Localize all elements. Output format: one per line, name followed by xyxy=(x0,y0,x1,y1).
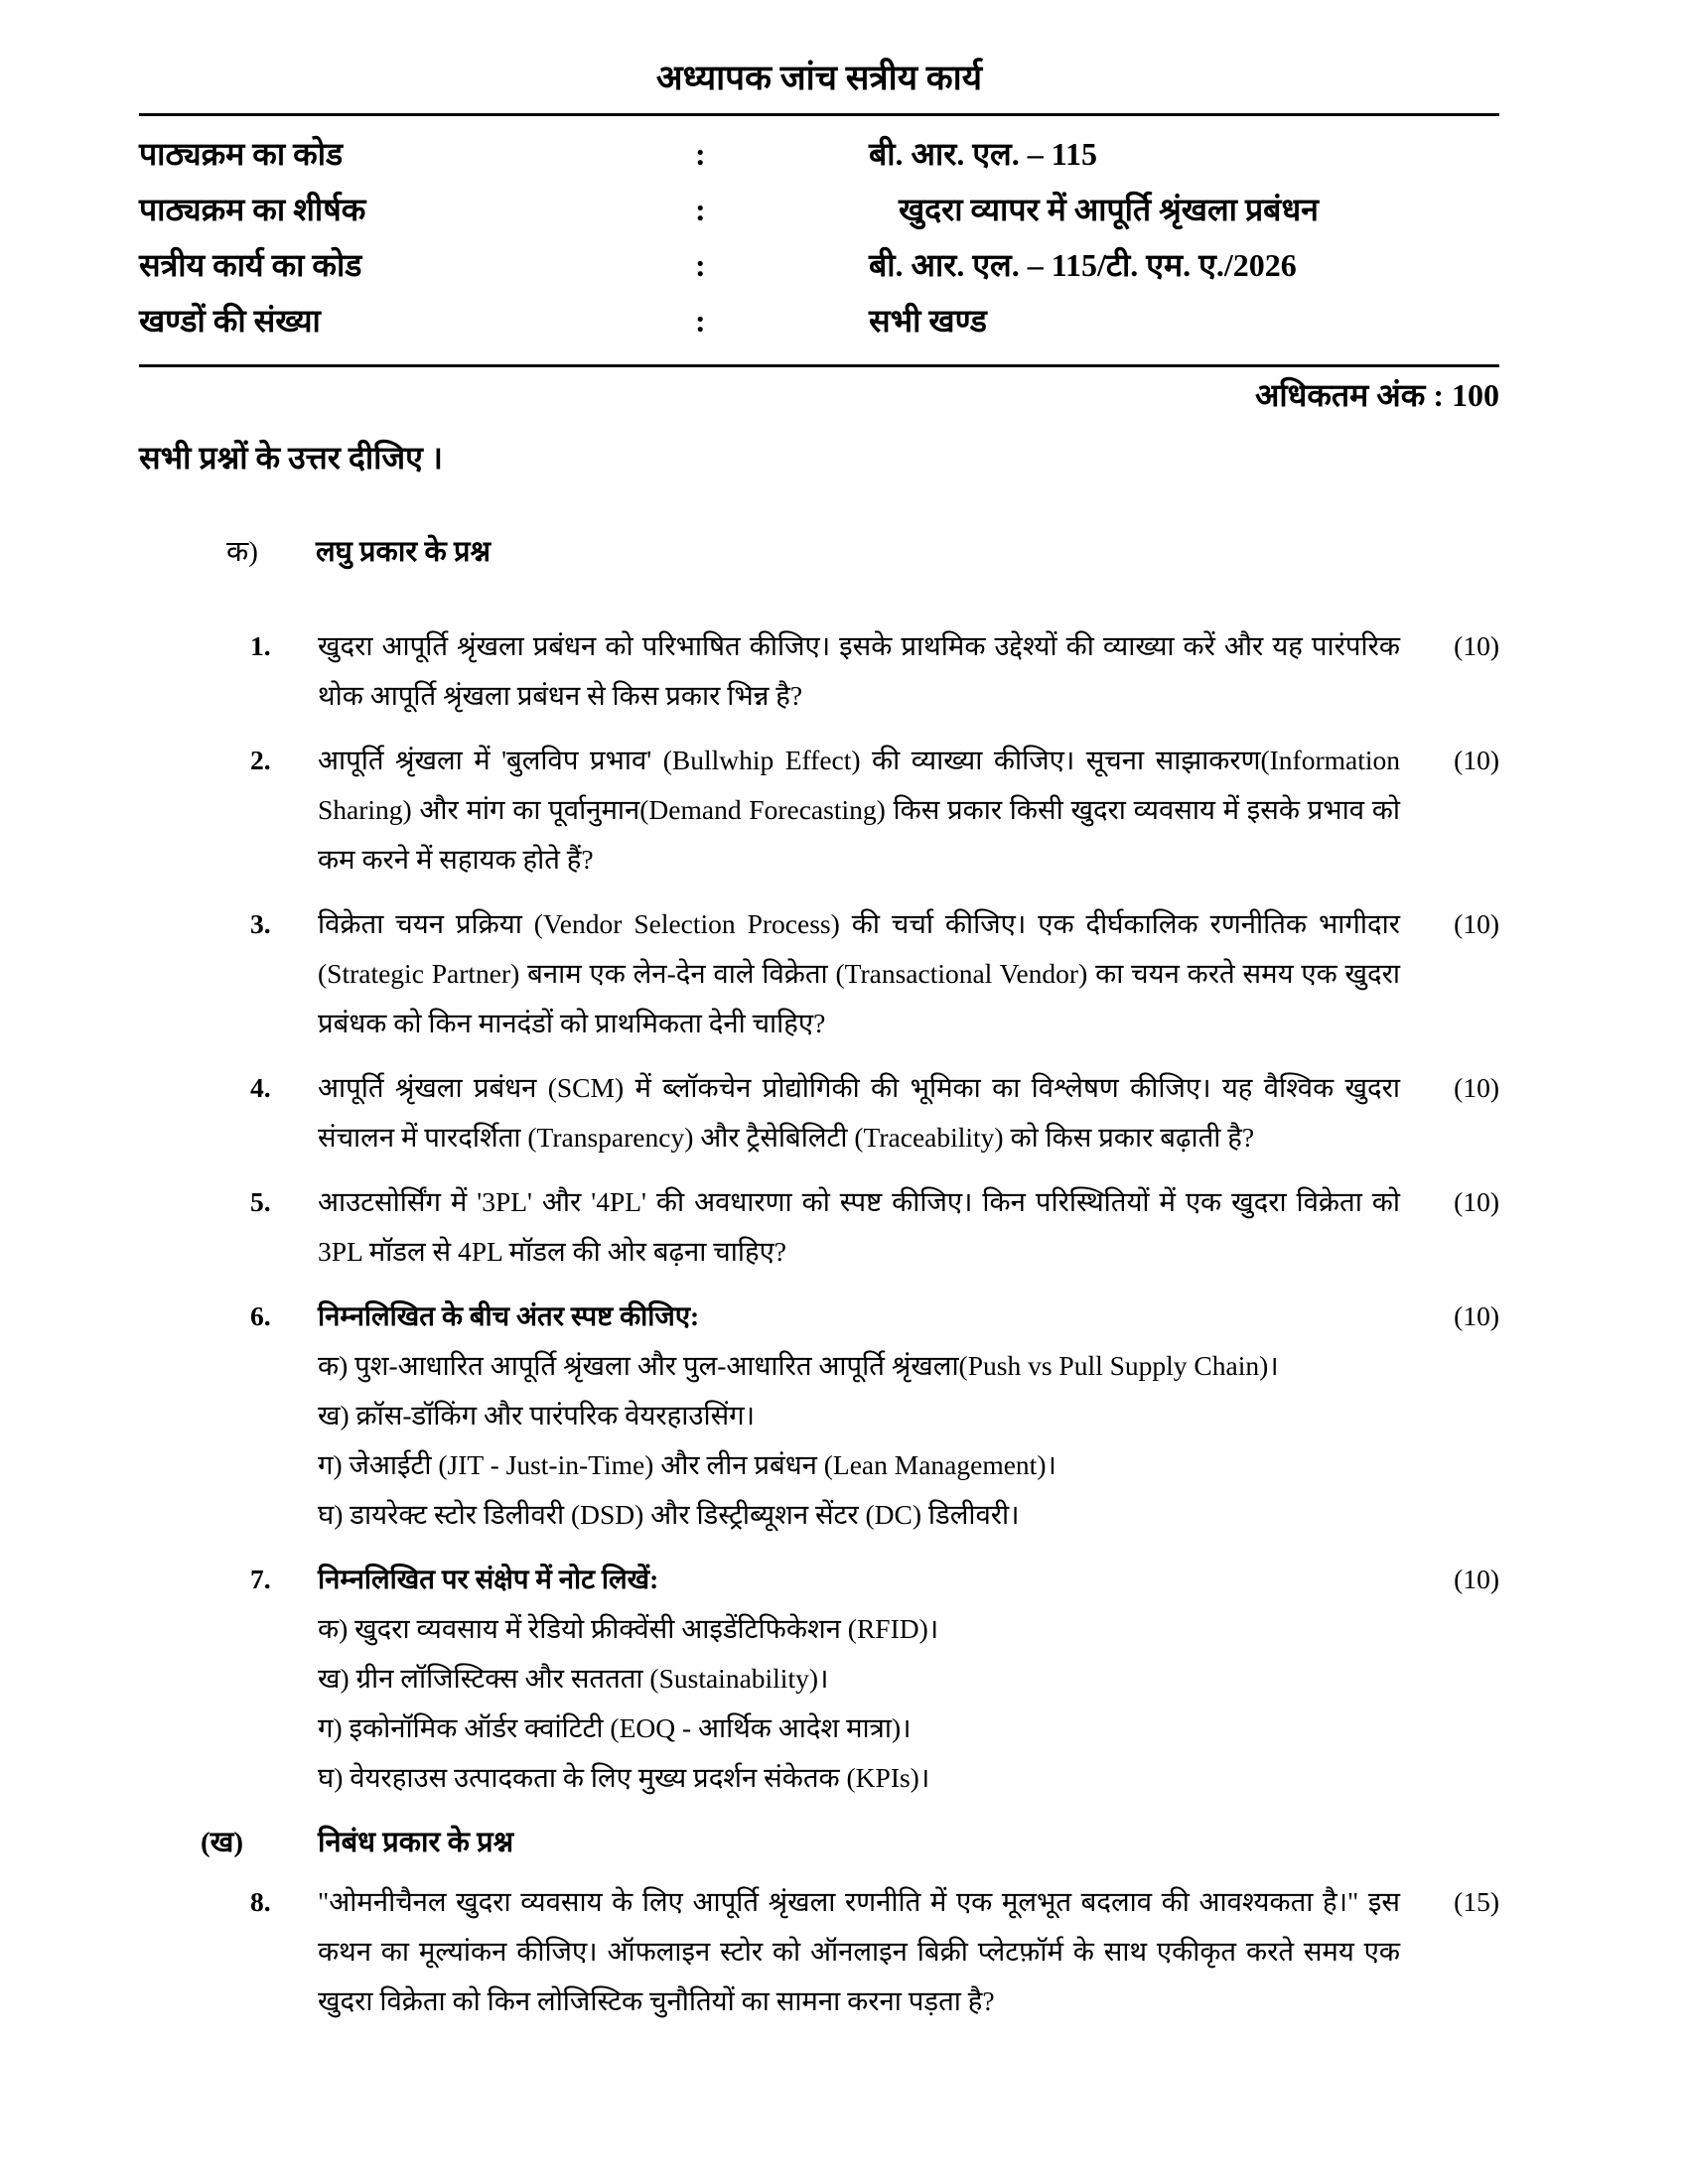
header-label: खण्डों की संख्या xyxy=(139,302,321,339)
question-number: 3. xyxy=(250,907,271,939)
question-number: 2. xyxy=(250,744,271,775)
question-marks: (10) xyxy=(1454,629,1499,661)
question-text: विक्रेता चयन प्रक्रिया (Vendor Selection Process) की चर्चा कीजिए। एक दीर्घकालिक रणनीतिक भागीदार (Strategic Partner) बनाम एक लेन-देन वाले विक्रेता (Transactional Vendor) का चयन करते समय एक खुदरा प्रबंधक को किन मानदंडों को प्राथमिकता देनी चाहिए? xyxy=(318,907,1400,1038)
question-text: आपूर्ति श्रृंखला में 'बुलविप प्रभाव' (Bullwhip Effect) की व्याख्या कीजिए। सूचना साझाकरण(Information Sharing) और मांग का पूर्वानुमान(Demand Forecasting) किस प्रकार किसी खुदरा व्यवसाय में इसके प्रभाव को कम करने में सहायक होते हैं? xyxy=(318,744,1400,875)
question-number: 5. xyxy=(250,1185,271,1217)
header-row-course-code xyxy=(139,126,1499,182)
question-text: "ओमनीचैनल खुदरा व्यवसाय के लिए आपूर्ति श्रृंखला रणनीति में एक मूलभूत बदलाव की आवश्यकता है।" इस कथन का मूल्यांकन कीजिए। ऑफलाइन स्टोर को ऑनलाइन बिक्री प्लेटफ़ॉर्म के साथ एकीकृत करते समय एक खुदरा विक्रेता को किन लोजिस्टिक चुनौतियों का सामना करना पड़ता है? xyxy=(318,1885,1400,2016)
header-label: पाठ्यक्रम का शीर्षक xyxy=(139,191,366,227)
section-b-marker: (ख) xyxy=(201,1826,244,1858)
header-colon: : xyxy=(695,302,706,339)
question-5 xyxy=(139,1177,1499,1277)
divider-bottom xyxy=(139,364,1499,367)
sub-item-ga: ग) जेआईटी (JIT - Just-in-Time) और लीन प्रबंधन (Lean Management)। xyxy=(318,1448,1056,1480)
section-a-title: लघु प्रकार के प्रश्न xyxy=(316,535,491,568)
sub-item-ka: क) पुश-आधारित आपूर्ति श्रृंखला और पुल-आधारित आपूर्ति श्रृंखला(Push vs Pull Supply Chain)। xyxy=(318,1349,1279,1381)
header-value: बी. आर. एल. – 115 xyxy=(869,135,1097,172)
header-colon: : xyxy=(695,135,706,172)
sub-item-ka: क) खुदरा व्यवसाय में रेडियो फ्रीक्वेंसी आइडेंटिफिकेशन (RFID)। xyxy=(318,1612,939,1644)
question-marks: (10) xyxy=(1454,1185,1499,1217)
question-8 xyxy=(139,1877,1499,2026)
header-label: पाठ्यक्रम का कोड xyxy=(139,135,344,172)
question-marks: (10) xyxy=(1454,744,1499,775)
section-a-marker: क) xyxy=(226,535,258,568)
question-1 xyxy=(139,621,1499,721)
question-text: आउटसोर्सिंग में '3PL' और '4PL' की अवधारणा को स्पष्ट कीजिए। किन परिस्थितियों में एक खुदरा विक्रेता को 3PL मॉडल से 4PL मॉडल की ओर बढ़ना चाहिए? xyxy=(318,1185,1400,1267)
question-2 xyxy=(139,736,1499,885)
header-value: बी. आर. एल. – 115/टी. एम. ए./2026 xyxy=(869,246,1297,283)
question-heading: निम्नलिखित पर संक्षेप में नोट लिखें: xyxy=(318,1563,659,1594)
question-marks: (10) xyxy=(1454,1071,1499,1103)
header-colon: : xyxy=(695,191,706,227)
section-b-heading xyxy=(139,1818,1499,1867)
page-title: अध्यापक जांच सत्रीय कार्य xyxy=(655,59,983,97)
section-a-heading xyxy=(139,527,1499,577)
question-number: 8. xyxy=(250,1885,271,1917)
header-colon: : xyxy=(695,246,706,283)
question-number: 7. xyxy=(250,1563,271,1594)
question-3 xyxy=(139,899,1499,1048)
question-7 xyxy=(139,1555,1499,1803)
header-row-course-title xyxy=(139,182,1499,237)
header-row-assignment-code xyxy=(139,237,1499,293)
question-body xyxy=(318,1292,1422,1540)
question-body xyxy=(318,1555,1422,1803)
question-marks: (15) xyxy=(1454,1885,1499,1917)
question-marks: (10) xyxy=(1454,907,1499,939)
question-text: खुदरा आपूर्ति श्रृंखला प्रबंधन को परिभाषित कीजिए। इसके प्राथमिक उद्देश्यों की व्याख्या करें और यह पारंपरिक थोक आपूर्ति श्रृंखला प्रबंधन से किस प्रकार भिन्न है? xyxy=(318,629,1400,711)
question-number: 1. xyxy=(250,629,271,661)
question-text: आपूर्ति श्रृंखला प्रबंधन (SCM) में ब्लॉकचेन प्रोद्योगिकी की भूमिका का विश्लेषण कीजिए। यह वैश्विक खुदरा संचालन में पारदर्शिता (Transparency) और ट्रैसेबिलिटी (Traceability) को किस प्रकार बढ़ाती है? xyxy=(318,1071,1400,1153)
max-marks-label: अधिकतम अंक : 100 xyxy=(1254,376,1499,413)
header-value: सभी खण्ड xyxy=(869,302,987,339)
question-number: 6. xyxy=(250,1299,271,1331)
sub-item-gha: घ) वेयरहाउस उत्पादकता के लिए मुख्य प्रदर्शन संकेतक (KPIs)। xyxy=(318,1761,930,1793)
header-label: सत्रीय कार्य का कोड xyxy=(139,246,362,283)
instruction-text: सभी प्रश्नों के उत्तर दीजिए । xyxy=(139,439,443,476)
header-table xyxy=(139,116,1499,364)
sub-item-kha: ख) क्रॉस-डॉकिंग और पारंपरिक वेयरहाउसिंग। xyxy=(318,1399,756,1431)
question-marks: (10) xyxy=(1454,1299,1499,1331)
section-b-title: निबंध प्रकार के प्रश्न xyxy=(318,1826,514,1858)
question-6 xyxy=(139,1292,1499,1540)
sub-item-kha: ख) ग्रीन लॉजिस्टिक्स और सततता (Sustainability)। xyxy=(318,1662,829,1694)
question-marks: (10) xyxy=(1454,1563,1499,1594)
sub-item-ga: ग) इकोनॉमिक ऑर्डर क्वांटिटी (EOQ - आर्थिक आदेश मात्रा)। xyxy=(318,1711,912,1743)
sub-item-gha: घ) डायरेक्ट स्टोर डिलीवरी (DSD) और डिस्ट्रीब्यूशन सेंटर (DC) डिलीवरी। xyxy=(318,1498,1020,1530)
question-4 xyxy=(139,1063,1499,1162)
header-value: खुदरा व्यापर में आपूर्ति श्रृंखला प्रबंधन xyxy=(899,191,1319,227)
header-row-sections-count xyxy=(139,293,1499,348)
question-number: 4. xyxy=(250,1071,271,1103)
question-heading: निम्नलिखित के बीच अंतर स्पष्ट कीजिए: xyxy=(318,1299,700,1331)
